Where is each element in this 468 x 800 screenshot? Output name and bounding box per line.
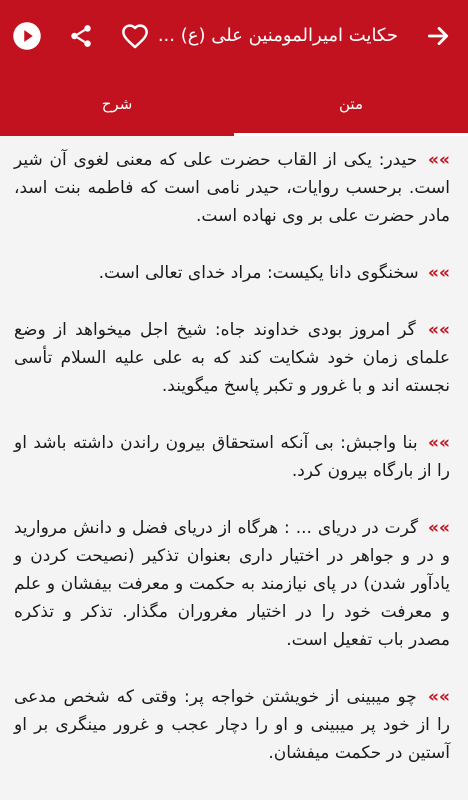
paragraph-marker: »» <box>428 320 451 340</box>
page-title: حکایت امیرالمومنین علی (ع) ... <box>157 25 398 46</box>
paragraph <box>0 429 468 485</box>
heart-outline-icon <box>121 23 149 49</box>
paragraph-text: سخنگوی دانا یکیست: مراد خدای تعالی است. <box>98 263 419 283</box>
tab-bar <box>0 72 468 136</box>
paragraph-text: حیدر: یکی از القاب حضرت علی که معنی لغوی آن شیر است. برحسب روایات، حیدر نامی است که فاطمه بنت اسد، مادر حضرت علی بر وی نهاده است. <box>14 150 450 226</box>
arrow-back-icon <box>425 23 451 49</box>
play-circle-icon <box>12 21 42 51</box>
back-button[interactable] <box>418 16 458 56</box>
paragraph-marker: »» <box>428 687 451 707</box>
tab-description[interactable]: شرح <box>101 95 133 113</box>
share-icon <box>68 23 94 49</box>
app-bar <box>0 0 468 72</box>
paragraph <box>0 146 468 230</box>
paragraph <box>0 259 468 287</box>
favorite-button[interactable] <box>115 16 155 56</box>
paragraph-text: گرت در دریای ... : هرگاه از دریای فضل و دانش مروارید و در و جواهر در اختیار داری بعنوان تذکیر (نصیحت کردن و یادآور شدن) در پای نیازمند به حکمت و معرفت بیفشان و علم و معرفت خود را در اختیار مغروران مگذار. تذکر و تذکره مصدر باب تفعیل است. <box>14 518 450 650</box>
paragraph <box>0 683 468 767</box>
paragraph-text: بنا واجبش: بی آنکه استحقاق بیرون راندن داشته باشد او را از بارگاه بیرون کرد. <box>14 433 450 481</box>
paragraph-text: چو میبینی از خویشتن خواجه پر: وقتی که شخص مدعی را از خود پر میبینی و او را دچار عجب و غرور مینگری بر او آستین در حکمت میفشان. <box>14 687 450 763</box>
tab-text[interactable]: متن <box>339 95 363 113</box>
paragraph <box>0 316 468 400</box>
paragraph-marker: »» <box>428 263 450 283</box>
share-button[interactable] <box>61 16 101 56</box>
paragraph <box>0 514 468 654</box>
play-button[interactable] <box>7 16 47 56</box>
paragraph-marker: »» <box>428 518 451 538</box>
text-content[interactable] <box>0 136 468 800</box>
paragraph-marker: »» <box>428 150 451 170</box>
paragraph-marker: »» <box>428 433 450 453</box>
paragraph-text: گر امروز بودی خداوند جاه: شیخ اجل میخواهد از وضع علمای زمان خود شکایت کند که به علی علیه السلام تأسی نجسته اند و با غرور و تکبر پاسخ میگویند. <box>14 320 450 396</box>
